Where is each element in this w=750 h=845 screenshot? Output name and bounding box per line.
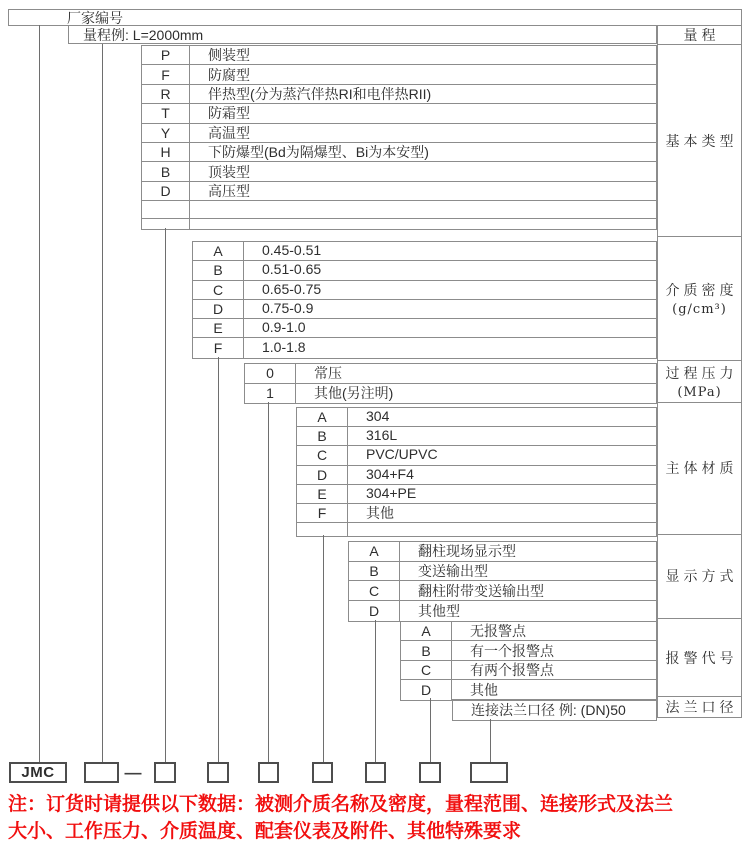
spec-code — [349, 562, 400, 581]
range-row — [68, 25, 657, 44]
spec-desc-text: 有两个报警点 — [470, 661, 554, 678]
spec-row — [349, 581, 656, 601]
group-table-process-pressure — [244, 363, 657, 404]
spec-code — [142, 46, 190, 64]
spec-row — [142, 143, 656, 162]
range-example-label: 量程例: L=2000mm — [83, 26, 204, 43]
spec-desc — [400, 541, 656, 561]
spec-desc — [296, 363, 656, 383]
spec-row — [401, 680, 656, 699]
spec-row — [193, 242, 656, 261]
spec-code-text: H — [160, 144, 171, 161]
category-cell-process-pressure — [658, 361, 741, 403]
spec-row — [193, 300, 656, 319]
spec-row — [193, 261, 656, 280]
category-cell-body-material — [658, 403, 741, 535]
spec-code-text: A — [369, 543, 379, 560]
spec-code — [349, 581, 400, 600]
manufacturer-code-row — [8, 9, 742, 26]
spec-desc-text: 有一个报警点 — [470, 642, 554, 659]
spec-desc-text: PVC/UPVC — [366, 446, 438, 463]
spec-desc — [190, 123, 656, 143]
spec-desc — [453, 700, 656, 720]
code-box-8 — [470, 762, 508, 783]
spec-code — [142, 85, 190, 103]
category-label: 量程 — [683, 27, 720, 44]
category-label: 显示方式 — [665, 569, 738, 586]
spec-code-text: C — [368, 582, 380, 599]
spec-desc — [400, 601, 656, 621]
spec-desc-text: 翻柱现场显示型 — [418, 543, 516, 560]
code-box-7 — [419, 762, 441, 783]
spec-code-text: 0 — [266, 365, 274, 382]
spec-desc-text: 304+F4 — [366, 465, 414, 482]
spec-row — [142, 85, 656, 104]
spec-row — [401, 622, 656, 641]
spec-code — [142, 201, 190, 218]
spec-row — [142, 162, 656, 181]
spec-desc — [190, 142, 656, 162]
category-sublabel: (MPa) — [677, 384, 722, 400]
spec-code-text: E — [317, 485, 327, 502]
model-prefix-box — [9, 762, 67, 783]
spec-desc — [244, 319, 656, 337]
spec-code-text: F — [317, 505, 327, 522]
spec-desc-text: 0.75-0.9 — [262, 300, 314, 317]
spec-code — [349, 542, 400, 561]
spec-row — [142, 201, 656, 219]
spec-desc — [348, 503, 656, 523]
spec-code-text: A — [213, 243, 223, 260]
spec-code — [297, 485, 348, 503]
spec-desc — [244, 281, 656, 299]
spec-row — [401, 661, 656, 680]
connector-line — [430, 698, 431, 762]
connector-line — [490, 719, 491, 762]
spec-row — [349, 542, 656, 562]
spec-row — [142, 65, 656, 84]
category-cell-range — [658, 26, 741, 45]
spec-desc — [348, 408, 656, 426]
category-cell-medium-density — [658, 237, 741, 361]
spec-code-text: P — [160, 47, 171, 64]
spec-desc — [190, 162, 656, 182]
spec-row — [297, 523, 656, 536]
spec-code — [193, 281, 244, 299]
spec-code-text: C — [316, 447, 328, 464]
spec-desc-text: 304 — [366, 408, 390, 425]
spec-desc-text: 侧装型 — [208, 47, 250, 64]
category-label: 介质密度 — [665, 283, 738, 300]
spec-row — [142, 104, 656, 123]
spec-code — [297, 466, 348, 484]
spec-code-text: E — [213, 320, 223, 337]
spec-desc-text: 常压 — [314, 365, 342, 382]
group-table-alarm-code — [400, 621, 657, 701]
spec-desc-text: 高压型 — [208, 182, 250, 199]
spec-code-text: C — [212, 281, 224, 298]
spec-row — [193, 319, 656, 338]
spec-code-text: B — [369, 563, 379, 580]
spec-code-text: B — [213, 262, 223, 279]
spec-code-text: D — [316, 466, 328, 483]
spec-code-text: B — [160, 163, 171, 180]
spec-desc-text: 0.45-0.51 — [262, 242, 322, 259]
spec-code — [142, 124, 190, 142]
spec-row — [142, 219, 656, 229]
group-table-body-material — [296, 407, 657, 537]
spec-code-text: Y — [160, 124, 171, 141]
spec-desc — [348, 427, 656, 445]
spec-code — [193, 319, 244, 337]
order-note-line: 注：订货时请提供以下数据：被测介质名称及密度，量程范围、连接形式及法兰 — [8, 794, 674, 815]
spec-row — [401, 641, 656, 660]
spec-desc — [400, 581, 656, 601]
spec-row — [142, 124, 656, 143]
model-dash: — — [124, 762, 142, 782]
category-label: 法兰口径 — [665, 700, 738, 717]
spec-desc — [348, 466, 656, 484]
category-label: 报警代号 — [665, 650, 738, 667]
spec-code — [142, 182, 190, 200]
code-box-4 — [258, 762, 279, 783]
spec-code — [193, 242, 244, 260]
category-cell-display-mode — [658, 535, 741, 620]
group-table-flange-size — [452, 699, 657, 721]
spec-code — [401, 680, 452, 699]
spec-desc-text: 连接法兰口径 例: (DN)50 — [471, 702, 626, 718]
spec-desc — [244, 242, 656, 260]
spec-desc-text: 下防爆型(Bd为隔爆型、Bi为本安型) — [208, 144, 429, 161]
spec-row — [245, 364, 656, 384]
spec-desc — [348, 446, 656, 464]
spec-code-text: 1 — [266, 385, 274, 402]
spec-desc-text: 其他 — [470, 681, 498, 698]
connector-line — [375, 620, 376, 762]
code-box-2 — [154, 762, 176, 783]
spec-desc-text: 0.9-1.0 — [262, 319, 306, 336]
group-table-basic-type — [141, 45, 657, 230]
spec-code — [297, 427, 348, 445]
category-label: 主体材质 — [665, 461, 738, 478]
category-cell-basic-type — [658, 45, 741, 237]
spec-code-text: D — [420, 681, 432, 698]
spec-code — [142, 65, 190, 83]
order-note-line: 大小、工作压力、介质温度、配套仪表及附件、其他特殊要求 — [8, 821, 522, 842]
spec-desc-text: 防霜型 — [208, 105, 250, 122]
spec-desc-text: 304+PE — [366, 484, 417, 501]
spec-desc-text: 0.65-0.75 — [262, 280, 322, 297]
category-cell-alarm-code — [658, 619, 741, 697]
manufacturer-code-label: 厂家编号 — [67, 9, 123, 26]
spec-row — [349, 601, 656, 621]
spec-row — [297, 408, 656, 427]
connector-line — [323, 535, 324, 762]
spec-code — [297, 408, 348, 426]
spec-desc — [244, 339, 656, 357]
spec-desc — [452, 641, 656, 661]
spec-code — [245, 364, 296, 383]
category-cell-flange-size — [658, 697, 741, 717]
spec-code-text: D — [212, 301, 224, 318]
spec-code — [401, 661, 452, 679]
spec-row — [193, 338, 656, 357]
spec-row — [297, 504, 656, 523]
spec-desc — [452, 621, 656, 641]
spec-code — [297, 504, 348, 522]
spec-desc — [190, 181, 656, 201]
spec-desc-text: 防腐型 — [208, 66, 250, 83]
spec-desc-text: 高温型 — [208, 124, 250, 141]
spec-code-text: D — [368, 602, 380, 619]
model-prefix-text: JMC — [21, 764, 55, 781]
spec-code-text: C — [420, 661, 432, 678]
spec-desc — [190, 45, 656, 65]
spec-code-text: B — [317, 428, 327, 445]
spec-desc — [190, 84, 656, 104]
spec-row — [142, 46, 656, 65]
spec-code — [142, 219, 190, 229]
spec-desc — [400, 561, 656, 581]
spec-desc-text: 翻柱附带变送输出型 — [418, 582, 544, 599]
spec-code-text: F — [161, 66, 170, 83]
spec-row — [297, 427, 656, 446]
spec-row — [349, 562, 656, 582]
spec-code — [142, 104, 190, 122]
spec-desc-text: 变送输出型 — [418, 563, 488, 580]
spec-code — [245, 384, 296, 404]
spec-row — [297, 466, 656, 485]
spec-row — [297, 446, 656, 465]
connector-line — [268, 402, 269, 762]
spec-desc-text: 其他型 — [418, 602, 460, 619]
spec-desc-text: 其他(另注明) — [314, 385, 394, 402]
spec-code — [349, 601, 400, 621]
spec-row — [193, 281, 656, 300]
spec-code — [401, 622, 452, 640]
spec-desc-text: 1.0-1.8 — [262, 339, 306, 356]
spec-code-text: R — [160, 85, 171, 102]
spec-code-text: A — [317, 409, 327, 426]
code-box-1 — [84, 762, 119, 783]
spec-code — [142, 143, 190, 161]
spec-desc-text: 伴热型(分为蒸汽伴热RI和电伴热RII) — [208, 85, 432, 102]
spec-row — [297, 485, 656, 504]
spec-code — [193, 300, 244, 318]
spec-row — [142, 182, 656, 201]
spec-code-text: D — [160, 182, 171, 199]
spec-code-text: T — [161, 105, 170, 122]
spec-desc-text: 316L — [366, 427, 398, 444]
order-note — [8, 791, 748, 845]
code-box-6 — [365, 762, 386, 783]
spec-desc-text: 顶装型 — [208, 163, 250, 180]
spec-desc — [348, 485, 656, 503]
spec-row — [453, 700, 656, 720]
code-box-3 — [207, 762, 229, 783]
group-table-display-mode — [348, 541, 657, 622]
category-label: 过程压力 — [665, 365, 738, 382]
spec-row — [245, 384, 656, 404]
connector-line — [218, 357, 219, 762]
spec-code — [193, 338, 244, 357]
connector-line — [165, 228, 166, 762]
spec-code-text: F — [213, 340, 223, 357]
spec-code — [193, 261, 244, 279]
connector-line — [39, 25, 40, 762]
spec-desc — [190, 65, 656, 85]
category-sublabel: (g/cm³) — [672, 302, 727, 318]
spec-desc — [244, 300, 656, 318]
spec-code-text: B — [421, 642, 431, 659]
spec-code — [142, 162, 190, 180]
category-column — [657, 25, 742, 718]
spec-desc-text: 0.51-0.65 — [262, 261, 322, 278]
code-box-5 — [312, 762, 333, 783]
spec-desc-text: 无报警点 — [470, 623, 526, 640]
spec-desc — [190, 103, 656, 123]
connector-line — [102, 44, 103, 762]
spec-code — [297, 446, 348, 464]
spec-code-text: A — [421, 623, 431, 640]
category-label: 基本类型 — [665, 133, 738, 150]
spec-desc — [452, 680, 656, 700]
spec-desc — [296, 383, 656, 403]
group-table-medium-density — [192, 241, 657, 359]
spec-desc-text: 其他 — [366, 505, 394, 522]
spec-desc — [244, 261, 656, 279]
spec-code — [401, 641, 452, 659]
spec-desc — [452, 660, 656, 680]
